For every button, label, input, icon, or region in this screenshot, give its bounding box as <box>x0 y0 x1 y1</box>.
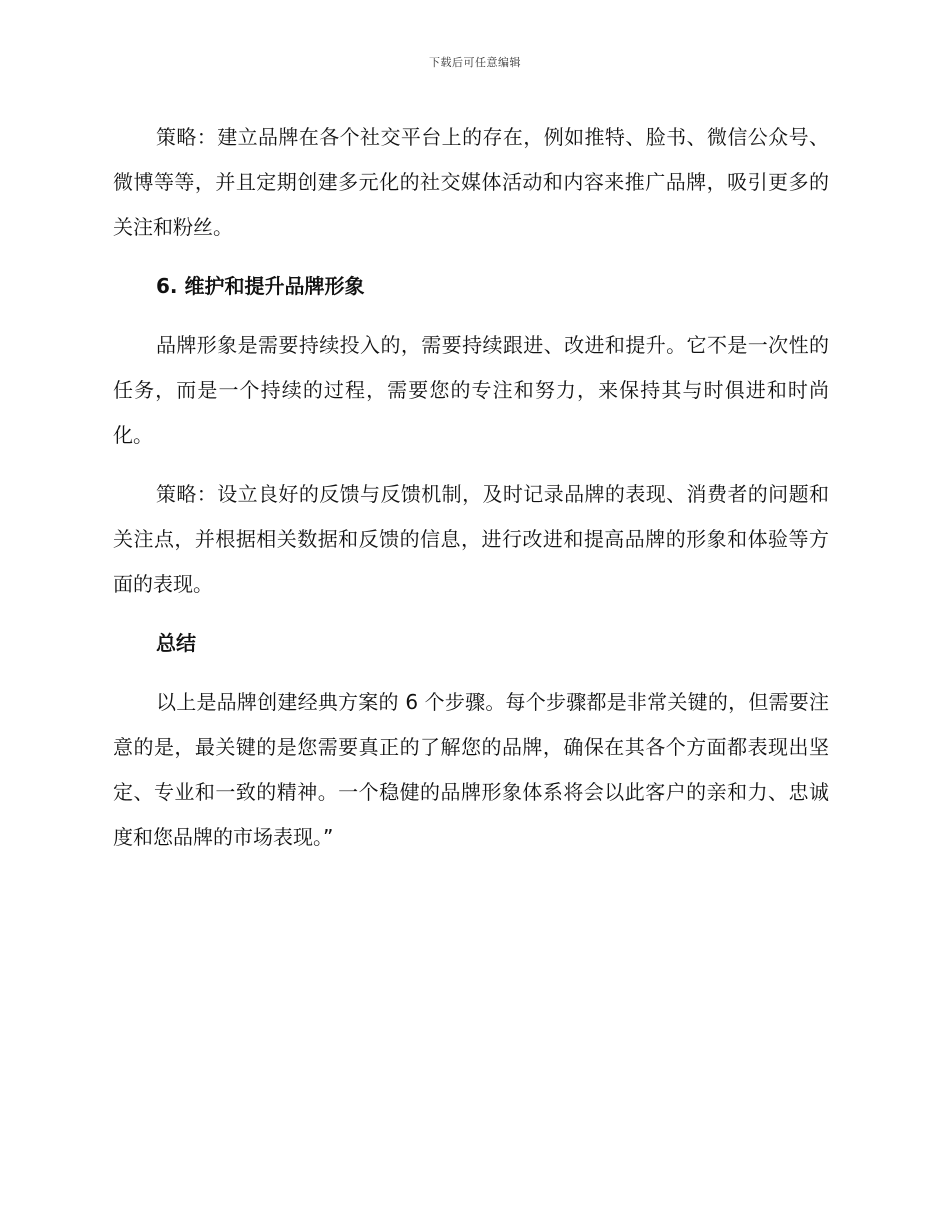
document-body <box>113 115 829 874</box>
paragraph-brand-image: 品牌形象是需要持续投入的，需要持续跟进、改进和提升。它不是一次性的任务，而是一个持续的过程，需要您的专注和努力，来保持其与时俱进和时尚化。 <box>113 333 829 447</box>
paragraph-social-strategy: 策略：建立品牌在各个社交平台上的存在，例如推特、脸书、微信公众号、微博等等，并且定期创建多元化的社交媒体活动和内容来推广品牌，吸引更多的关注和粉丝。 <box>113 125 829 239</box>
section-heading-maintain-brand: 6. 维护和提升品牌形象 <box>156 274 365 298</box>
section-heading-summary: 总结 <box>156 631 196 655</box>
paragraph-feedback-strategy: 策略：设立良好的反馈与反馈机制，及时记录品牌的表现、消费者的问题和关注点，并根据相关数据和反馈的信息，进行改进和提高品牌的形象和体验等方面的表现。 <box>113 482 829 596</box>
page-header: 下载后可任意编辑 <box>429 56 521 69</box>
paragraph-summary: 以上是品牌创建经典方案的 6 个步骤。每个步骤都是非常关键的，但需要注意的是，最关键的是您需要真正的了解您的品牌，确保在其各个方面都表现出坚定、专业和一致的精神。一个稳健的品牌形象体系将会以此客户的亲和力、忠诚度和您品牌的市场表现。” <box>113 690 829 849</box>
